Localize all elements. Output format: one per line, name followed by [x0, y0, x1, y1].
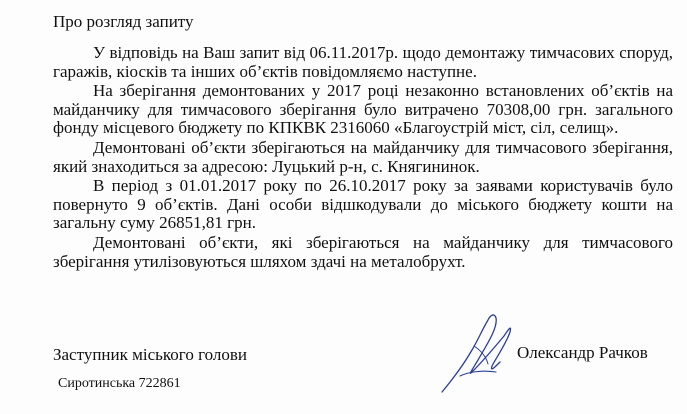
handwritten-signature [438, 306, 520, 396]
executor-contact: Сиротинська 722861 [58, 376, 181, 391]
paragraph-storage-location: Демонтовані об’єкти зберігаються на майданчику для тимчасового зберігання, який знаходиться за адресою: Луцький р-н, с. Княгининок. [53, 137, 673, 176]
paragraph-storage-costs: На зберігання демонтованих у 2017 році незаконно встановлених об’єктів на майданчику для тимчасового зберігання було витрачено 70308,00 грн. загального фонду місцевого бюджету по КПКВК 2316060 «Благоустрій міст, сіл, селищ». [53, 81, 673, 138]
letter-subject: Про розгляд запиту [53, 12, 194, 31]
signer-name: Олександр Рачков [517, 343, 648, 362]
paragraph-intro: У відповідь на Ваш запит від 06.11.2017р. щодо демонтажу тимчасових споруд, гаражів, кіосків та інших об’єктів повідомляємо наступне. [53, 43, 673, 81]
paragraph-disposal: Демонтовані об’єкти, які зберігаються на майданчику для тимчасового зберігання утилізовуються шляхом здачі на металобрухт. [53, 232, 673, 271]
paragraph-returned-objects: В період з 01.01.2017 року по 26.10.2017 року за заявами користувачів було повернуто 9 об’єктів. Дані особи відшкодували до міського бюджету кошти на загальну суму 26851,81 грн. [53, 176, 673, 233]
signer-position: Заступник міського голови [53, 345, 248, 364]
letter-body [53, 44, 673, 271]
